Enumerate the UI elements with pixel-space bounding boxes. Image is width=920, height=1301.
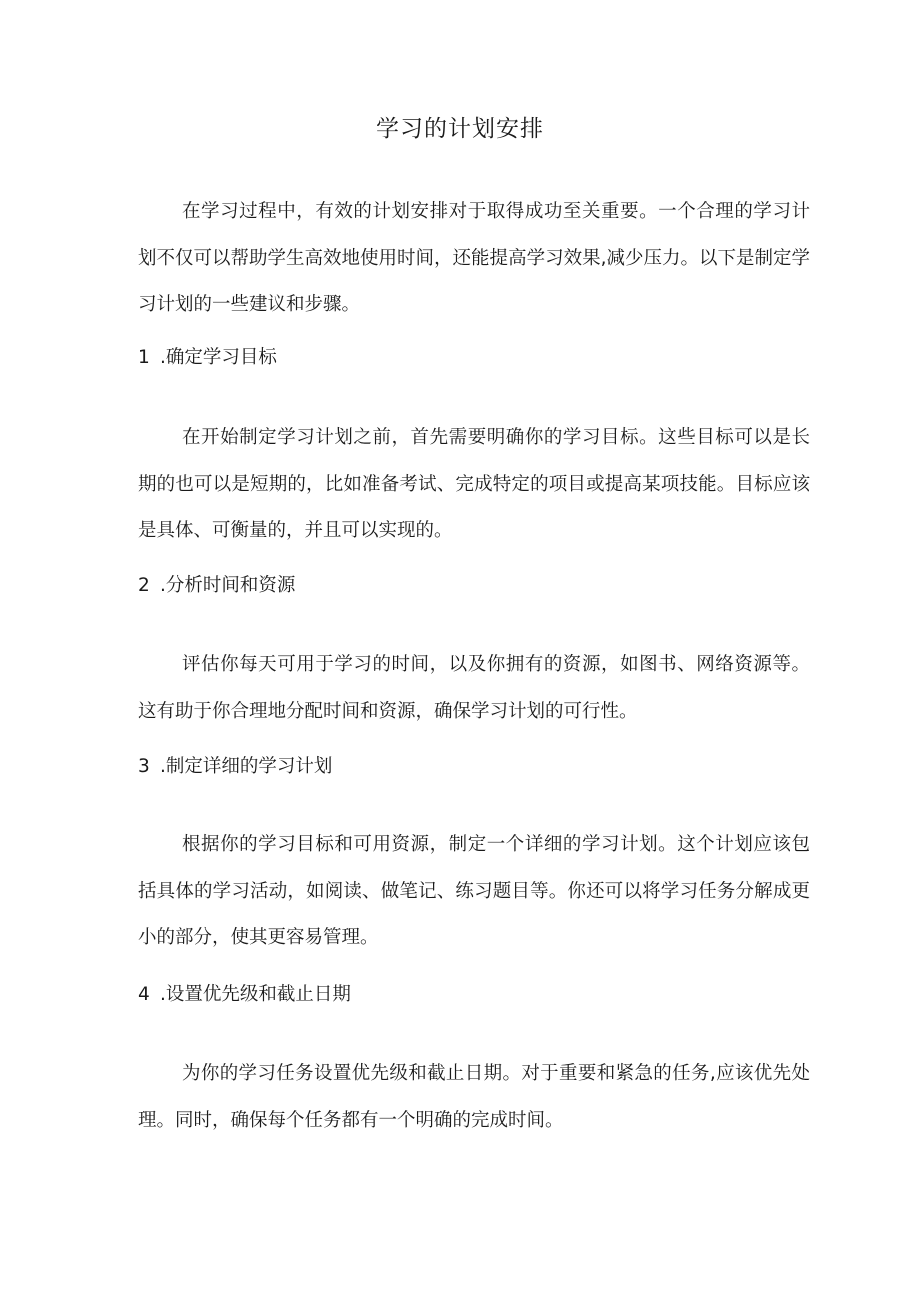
section-heading-4 xyxy=(138,980,351,1010)
section-heading-2 xyxy=(138,571,295,601)
section-paragraph-3: 根据你的学习目标和可用资源，制定一个详细的学习计划。这个计划应该包括具体的学习活动，如阅读、做笔记、练习题目等。你还可以将学习任务分解成更小的部分，使其更容易管理。 xyxy=(138,834,810,948)
section-number: 3 xyxy=(138,756,150,777)
section-number: 4 xyxy=(138,984,150,1005)
section-heading-text: .分析时间和资源 xyxy=(160,575,296,596)
section-number: 1 xyxy=(138,347,150,368)
section-paragraph-1: 在开始制定学习计划之前，首先需要明确你的学习目标。这些目标可以是长期的也可以是短期的，比如准备考试、完成特定的项目或提高某项技能。目标应该是具体、可衡量的，并且可以实现的。 xyxy=(138,427,810,541)
document-title: 学习的计划安排 xyxy=(376,116,544,142)
section-number: 2 xyxy=(138,575,150,596)
section-paragraph-4: 为你的学习任务设置优先级和截止日期。对于重要和紧急的任务,应该优先处理。同时，确保每个任务都有一个明确的完成时间。 xyxy=(138,1063,810,1131)
section-heading-text: .确定学习目标 xyxy=(160,347,277,368)
section-heading-1 xyxy=(138,343,277,373)
section-paragraph-2: 评估你每天可用于学习的时间，以及你拥有的资源，如图书、网络资源等。这有助于你合理地分配时间和资源，确保学习计划的可行性。 xyxy=(138,654,810,722)
section-heading-text: .制定详细的学习计划 xyxy=(160,756,333,777)
section-heading-3 xyxy=(138,752,332,782)
intro-paragraph: 在学习过程中，有效的计划安排对于取得成功至关重要。一个合理的学习计划不仅可以帮助学生高效地使用时间，还能提高学习效果,减少压力。以下是制定学习计划的一些建议和步骤。 xyxy=(138,201,810,315)
section-heading-text: .设置优先级和截止日期 xyxy=(160,984,351,1005)
